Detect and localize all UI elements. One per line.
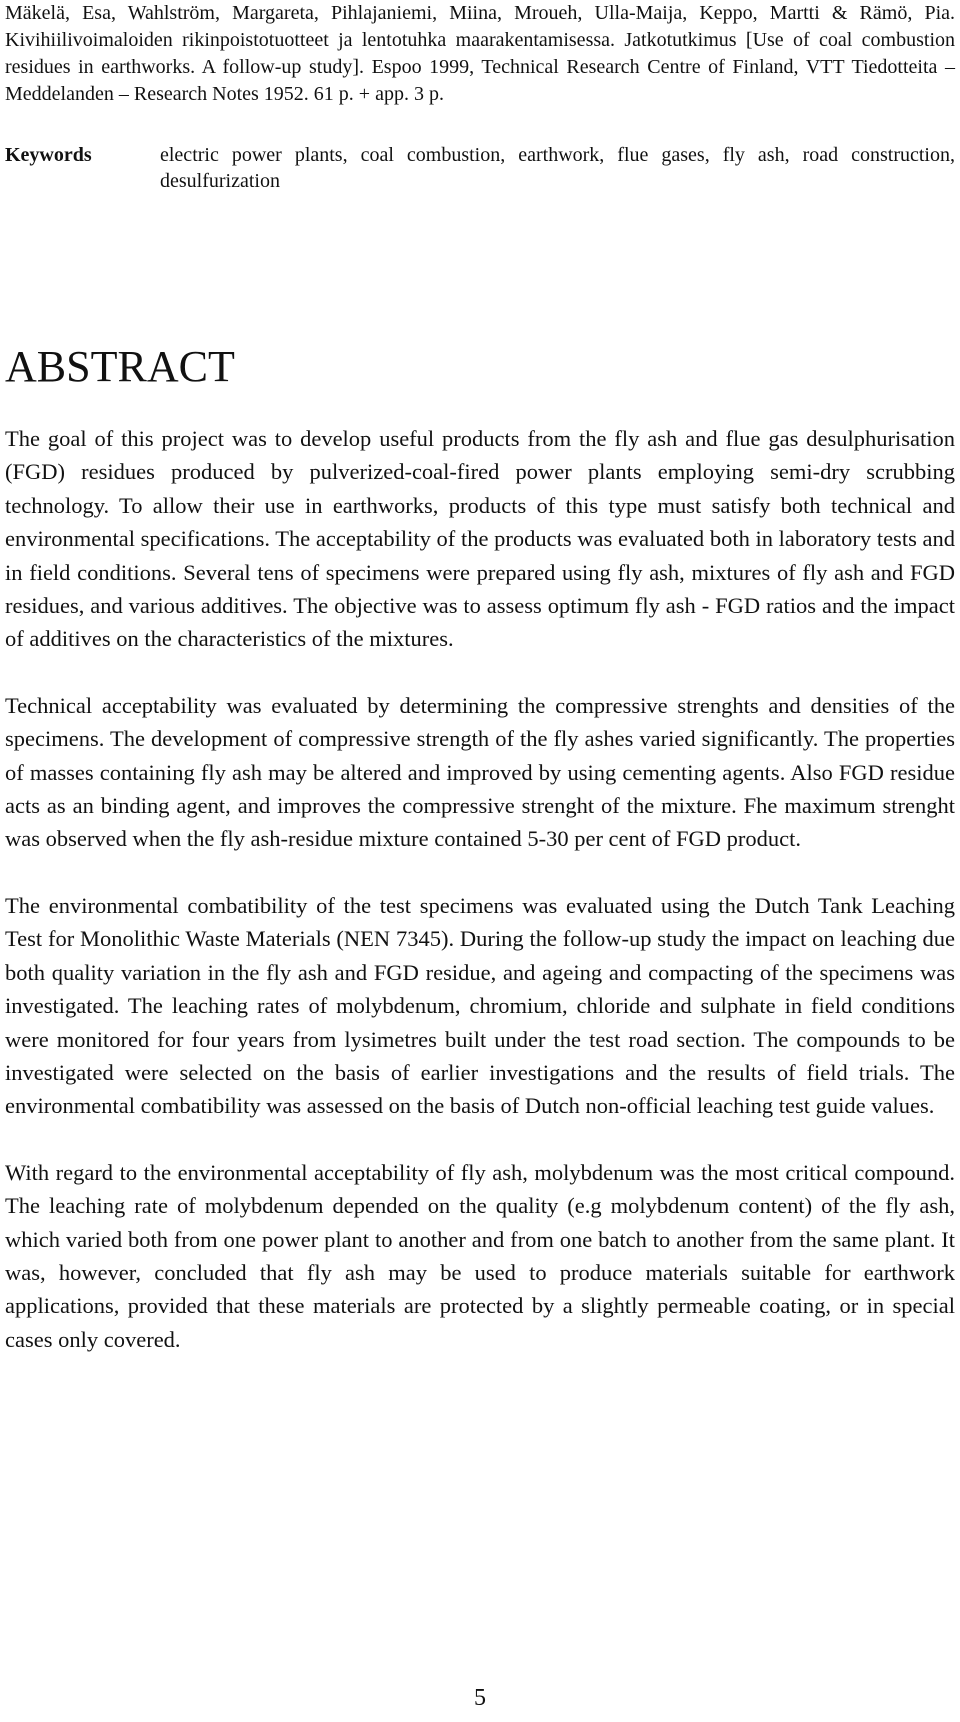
abstract-paragraph: The environmental combatibility of the test specimens was evaluated using the Dutch Tank Leaching Test for Monolithic Waste Materials (NEN 7345). During the follow-up study the impact on leaching due both quality variation in the fly ash and FGD residue, and ageing and compacting of the specimens was investigated. The leaching rates of molybdenum, chromium, chloride and sulphate in field conditions were monitored for four years from lysimetres built under the test road section. The compounds to be investigated were selected on the basis of earlier investigations and the results of field trials. The environmental combatibility was assessed on the basis of Dutch non-official leaching test guide values. [5,892,955,1119]
page-number: 5 [474,1685,486,1711]
bibliographic-citation: Mäkelä, Esa, Wahlström, Margareta, Pihlajaniemi, Miina, Mroueh, Ulla-Maija, Keppo, Martti & Rämö, Pia. Kivihiilivoimaloiden rikinpoistotuotteet ja lentotuhka maarakentamisessa. Jatkotutkimus [Use of coal combustion residues in earthworks. A follow-up study]. Espoo 1999, Technical Research Centre of Finland, VTT Tiedotteita – Meddelanden – Research Notes 1952. 61 p. + app. 3 p. [5,2,955,105]
abstract-heading: ABSTRACT [5,342,235,391]
keywords-text: electric power plants, coal combustion, earthwork, flue gases, fly ash, road construction, desulfurization [160,144,955,192]
keywords-label: Keywords [5,144,92,166]
abstract-paragraph: The goal of this project was to develop useful products from the fly ash and flue gas desulphurisation (FGD) residues produced by pulverized-coal-fired power plants employing semi-dry scrubbing technology. To allow their use in earthworks, products of this type must satisfy both technical and environmental specifications. The acceptability of the products was evaluated both in laboratory tests and in field conditions. Several tens of specimens were prepared using fly ash, mixtures of fly ash and FGD residues, and various additives. The objective was to assess optimum fly ash - FGD ratios and the impact of additives on the characteristics of the mixtures. [5,426,955,652]
abstract-paragraph: With regard to the environmental acceptability of fly ash, molybdenum was the most critical compound. The leaching rate of molybdenum depended on the quality (e.g molybdenum content) of the fly ash, which varied both from one power plant to another and from one batch to another from the same plant. It was, however, concluded that fly ash may be used to produce materials suitable for earthwork applications, provided that these materials are protected by a slightly permeable coating, or in special cases only covered. [5,1159,955,1352]
keywords-row [5,142,955,194]
abstract-paragraph: Technical acceptability was evaluated by determining the compressive strenghts and densities of the specimens. The development of compressive strength of the fly ashes varied significantly. The properties of masses containing fly ash may be altered and improved by using cementing agents. Also FGD residue acts as an binding agent, and improves the compressive strenght of the mixture. Fhe maximum strenght was observed when the fly ash-residue mixture contained 5-30 per cent of FGD product. [5,692,955,852]
abstract-body [5,422,955,1389]
